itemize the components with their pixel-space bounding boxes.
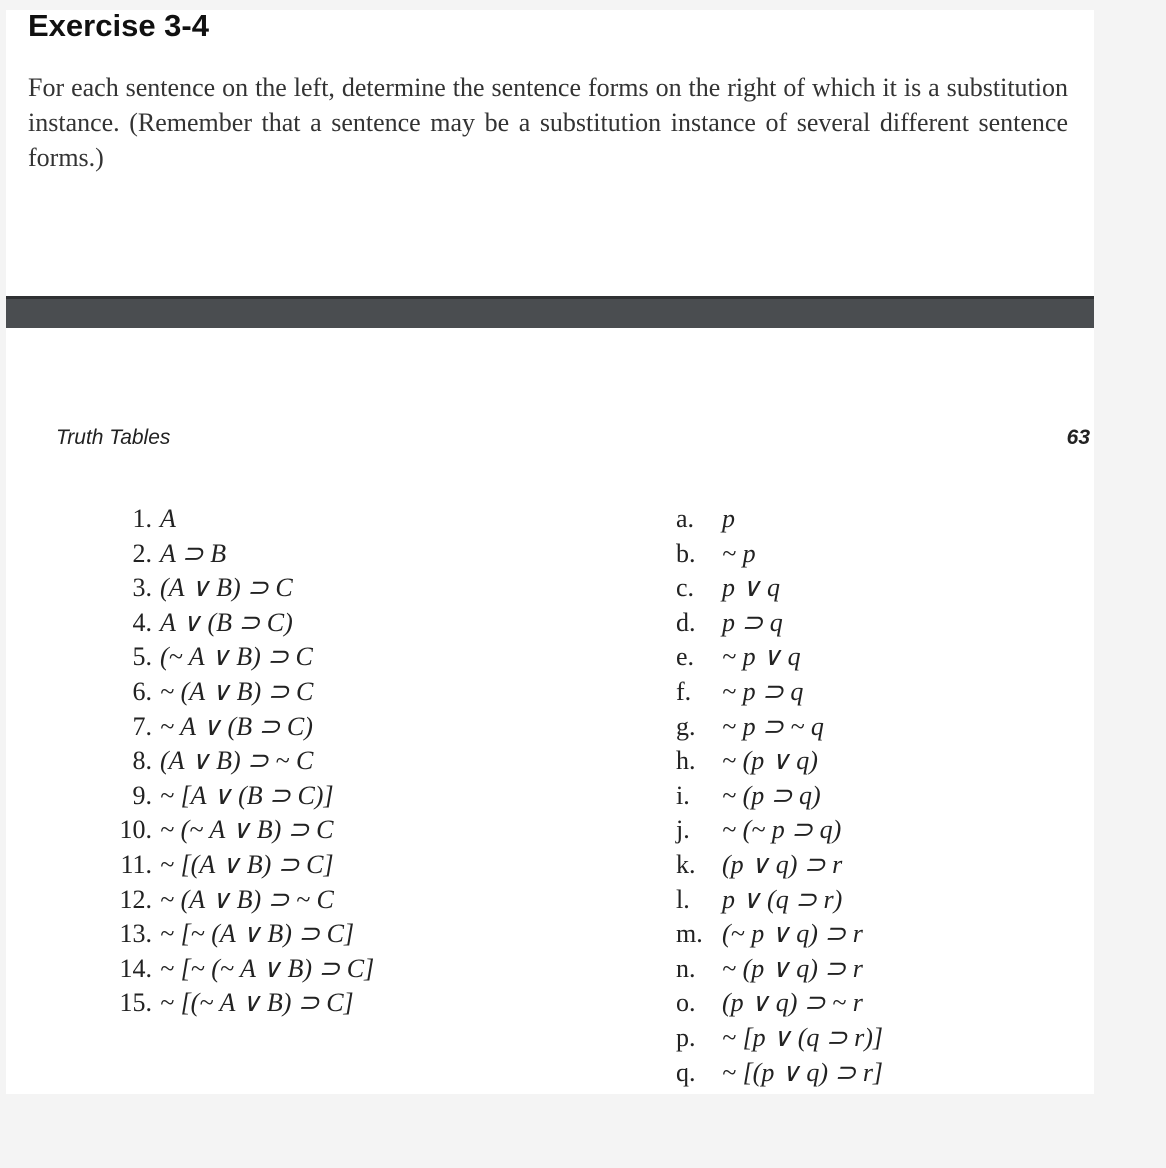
form-formula: (p ∨ q) ⊃ r xyxy=(722,849,843,879)
forms-list xyxy=(670,502,1070,1090)
sentence-item xyxy=(100,952,520,987)
sentence-number: 3. xyxy=(132,573,152,603)
form-formula: ~ (p ∨ q) ⊃ r xyxy=(722,953,863,983)
form-item xyxy=(670,952,1070,987)
sentence-formula: A ⊃ B xyxy=(160,538,227,568)
exercise-instructions: For each sentence on the left, determine the sentence forms on the right of which it is a substitution instance. (Remember that a sentence may be a substitution instance of several different sentence forms.) xyxy=(28,73,1068,172)
form-letter: a. xyxy=(676,504,695,533)
sentence-item xyxy=(100,883,520,918)
form-item xyxy=(670,1021,1070,1056)
sentence-formula: ~ [~ (~ A ∨ B) ⊃ C] xyxy=(160,953,375,983)
form-item xyxy=(670,537,1070,572)
form-item xyxy=(670,675,1070,710)
form-item xyxy=(670,640,1070,675)
sentence-item xyxy=(100,917,520,952)
sentence-item xyxy=(100,710,520,745)
form-letter: h. xyxy=(676,746,696,776)
exercise-title: Exercise 3-4 xyxy=(28,8,209,43)
form-formula: p xyxy=(722,504,735,533)
form-formula: ~ p ⊃ q xyxy=(722,676,804,706)
form-formula: ~ p ⊃ ~ q xyxy=(722,711,824,741)
section-divider-edge xyxy=(6,296,1094,299)
sentence-number: 15. xyxy=(119,988,152,1018)
sentence-formula: ~ [(~ A ∨ B) ⊃ C] xyxy=(160,988,354,1018)
sentence-formula: ~ (A ∨ B) ⊃ ~ C xyxy=(160,884,334,914)
sentence-item xyxy=(100,848,520,883)
page-number: 63 xyxy=(1066,426,1090,449)
sentence-item xyxy=(100,744,520,779)
form-item xyxy=(670,848,1070,883)
form-formula: p ∨ (q ⊃ r) xyxy=(722,884,843,914)
sentence-formula: (A ∨ B) ⊃ ~ C xyxy=(160,746,314,776)
form-letter: g. xyxy=(676,711,696,741)
sentence-formula: ~ [A ∨ (B ⊃ C)] xyxy=(160,780,334,810)
sentence-formula: A xyxy=(160,504,176,533)
form-letter: d. xyxy=(676,607,696,637)
sentence-item xyxy=(100,675,520,710)
sentence-item xyxy=(100,537,520,572)
form-letter: k. xyxy=(676,849,696,879)
form-letter: i. xyxy=(676,780,690,810)
form-formula: ~ (p ⊃ q) xyxy=(722,780,821,810)
form-item xyxy=(670,502,1070,537)
sentence-number: 6. xyxy=(132,676,152,706)
form-formula: ~ (~ p ⊃ q) xyxy=(722,815,842,845)
form-item xyxy=(670,779,1070,814)
sentence-formula: (~ A ∨ B) ⊃ C xyxy=(160,642,313,672)
form-formula: ~ (p ∨ q) xyxy=(722,746,818,776)
sentence-number: 5. xyxy=(132,642,152,672)
sentence-formula: ~ (A ∨ B) ⊃ C xyxy=(160,676,314,706)
sentence-number: 10. xyxy=(119,815,152,845)
sentence-number: 14. xyxy=(119,953,152,983)
form-letter: e. xyxy=(676,642,695,672)
form-item xyxy=(670,571,1070,606)
sentence-number: 11. xyxy=(120,849,152,879)
running-head: Truth Tables xyxy=(56,426,171,449)
sentence-number: 2. xyxy=(132,538,152,568)
sentence-number: 9. xyxy=(132,780,152,810)
sentences-list xyxy=(100,502,520,1021)
form-formula: ~ [(p ∨ q) ⊃ r] xyxy=(722,1057,884,1087)
form-letter: l. xyxy=(676,884,690,914)
form-item xyxy=(670,606,1070,641)
form-formula: ~ [p ∨ (q ⊃ r)] xyxy=(722,1022,884,1052)
sentence-item xyxy=(100,779,520,814)
form-letter: j. xyxy=(676,815,690,845)
form-letter: p. xyxy=(676,1022,696,1052)
sentence-item xyxy=(100,606,520,641)
form-item xyxy=(670,710,1070,745)
sentence-formula: ~ [(A ∨ B) ⊃ C] xyxy=(160,849,334,879)
form-letter: o. xyxy=(676,988,696,1018)
sentence-formula: A ∨ (B ⊃ C) xyxy=(160,607,293,637)
form-letter: n. xyxy=(676,953,696,983)
form-formula: (~ p ∨ q) ⊃ r xyxy=(722,919,863,949)
form-letter: c. xyxy=(676,573,695,603)
sentence-formula: ~ (~ A ∨ B) ⊃ C xyxy=(160,815,334,845)
sentence-item xyxy=(100,986,520,1021)
form-formula: ~ p xyxy=(722,538,756,568)
form-formula: p ⊃ q xyxy=(722,607,783,637)
form-formula: p ∨ q xyxy=(722,573,781,603)
sentence-number: 1. xyxy=(132,504,152,533)
form-formula: ~ p ∨ q xyxy=(722,642,801,672)
sentence-number: 4. xyxy=(132,607,152,637)
form-formula: (p ∨ q) ⊃ ~ r xyxy=(722,988,863,1018)
sentence-number: 12. xyxy=(119,884,152,914)
sentence-item xyxy=(100,502,520,537)
form-item xyxy=(670,883,1070,918)
form-letter: b. xyxy=(676,538,696,568)
sentence-item xyxy=(100,571,520,606)
form-item xyxy=(670,917,1070,952)
form-item xyxy=(670,986,1070,1021)
form-item xyxy=(670,744,1070,779)
form-item xyxy=(670,813,1070,848)
form-letter: f. xyxy=(676,676,692,706)
sentence-formula: (A ∨ B) ⊃ C xyxy=(160,573,293,603)
form-letter: m. xyxy=(676,919,703,949)
sentence-item xyxy=(100,813,520,848)
sentence-item xyxy=(100,640,520,675)
sentence-formula: ~ [~ (A ∨ B) ⊃ C] xyxy=(160,919,355,949)
sentence-number: 13. xyxy=(119,919,152,949)
form-letter: q. xyxy=(676,1057,696,1087)
sentence-number: 8. xyxy=(132,746,152,776)
sentence-number: 7. xyxy=(132,711,152,741)
sentence-formula: ~ A ∨ (B ⊃ C) xyxy=(160,711,313,741)
section-divider-bar xyxy=(6,296,1094,328)
form-item xyxy=(670,1056,1070,1091)
